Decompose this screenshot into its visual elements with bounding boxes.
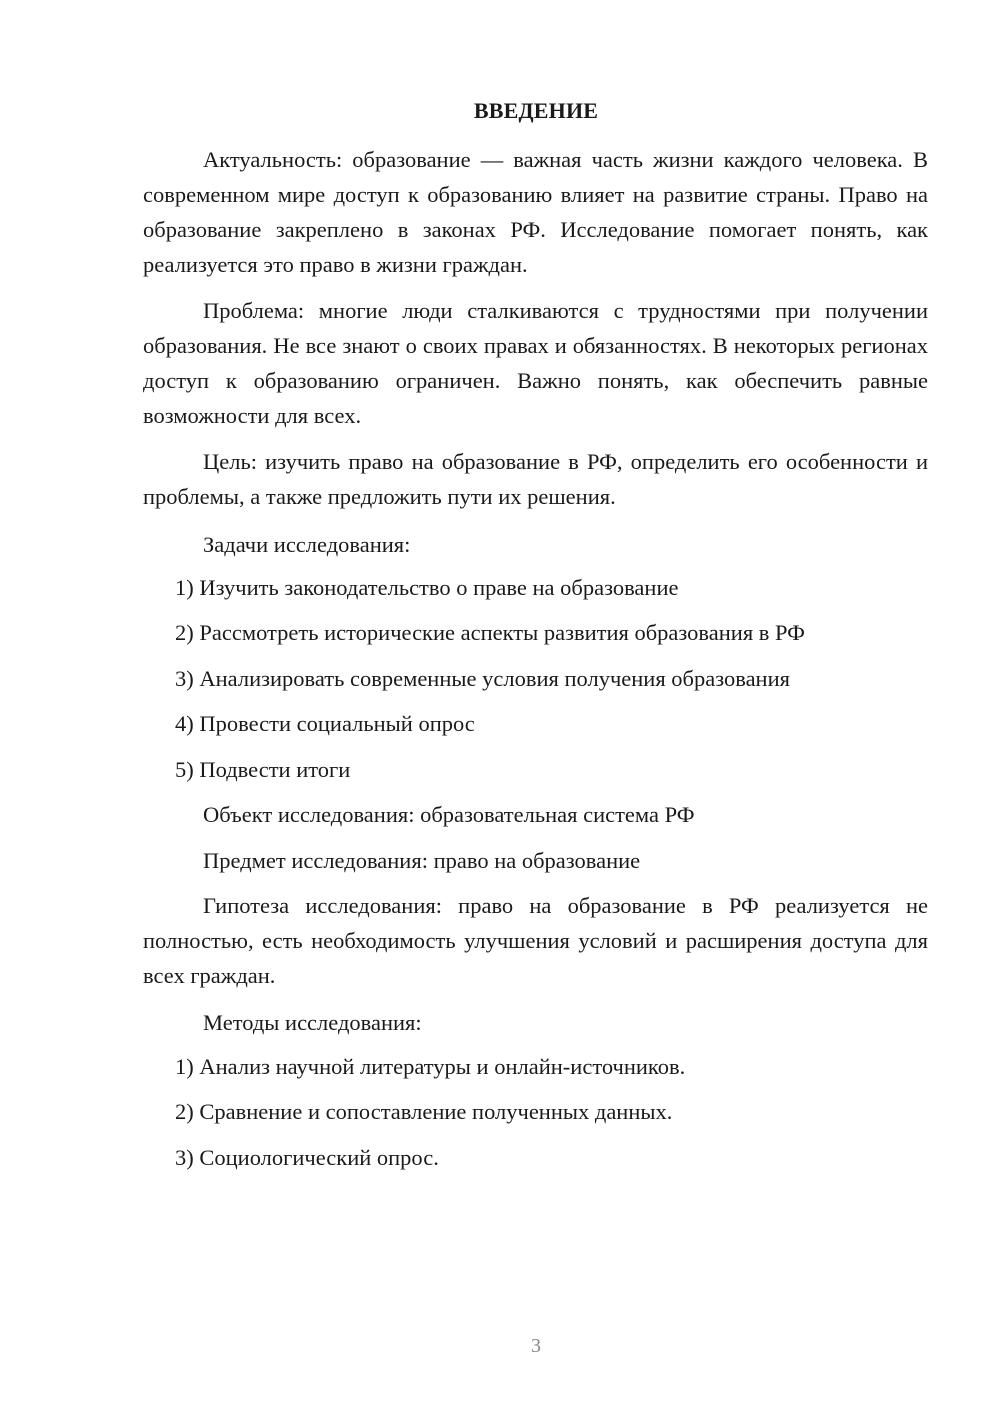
task-item: 2) Рассмотреть исторические аспекты развития образования в РФ (175, 620, 805, 645)
research-subject: Предмет исследования: право на образование (203, 848, 641, 873)
page-number: 3 (531, 1335, 541, 1357)
page-title: ВВЕДЕНИЕ (473, 98, 599, 123)
task-item: 1) Изучить законодательство о праве на образование (175, 575, 679, 600)
relevance-paragraph: Актуальность: образование — важная часть жизни каждого человека. В современном мире доступ к образованию влияет на развитие страны. Право на образование закреплено в законах РФ. Исследование помогает понять, как реализуется это право в жизни граждан. (143, 147, 928, 277)
hypothesis-paragraph: Гипотеза исследования: право на образование в РФ реализуется не полностью, есть необходимость улучшения условий и расширения доступа для всех граждан. (143, 893, 928, 988)
task-item: 4) Провести социальный опрос (175, 711, 475, 736)
task-item: 5) Подвести итоги (175, 757, 351, 782)
tasks-heading: Задачи исследования: (203, 532, 411, 557)
research-object: Объект исследования: образовательная система РФ (203, 802, 695, 827)
method-item: 2) Сравнение и сопоставление полученных данных. (175, 1099, 673, 1124)
problem-paragraph: Проблема: многие люди сталкиваются с трудностями при получении образования. Не все знают о своих правах и обязанностях. В некоторых регионах доступ к образованию ограничен. Важно понять, как обеспечить равные возможности для всех. (143, 298, 928, 428)
method-item: 3) Социологический опрос. (175, 1145, 439, 1170)
methods-heading: Методы исследования: (203, 1010, 422, 1035)
goal-paragraph: Цель: изучить право на образование в РФ, определить его особенности и проблемы, а также предложить пути их решения. (143, 449, 928, 509)
method-item: 1) Анализ научной литературы и онлайн-источников. (175, 1054, 686, 1079)
task-item: 3) Анализировать современные условия получения образования (175, 666, 790, 691)
